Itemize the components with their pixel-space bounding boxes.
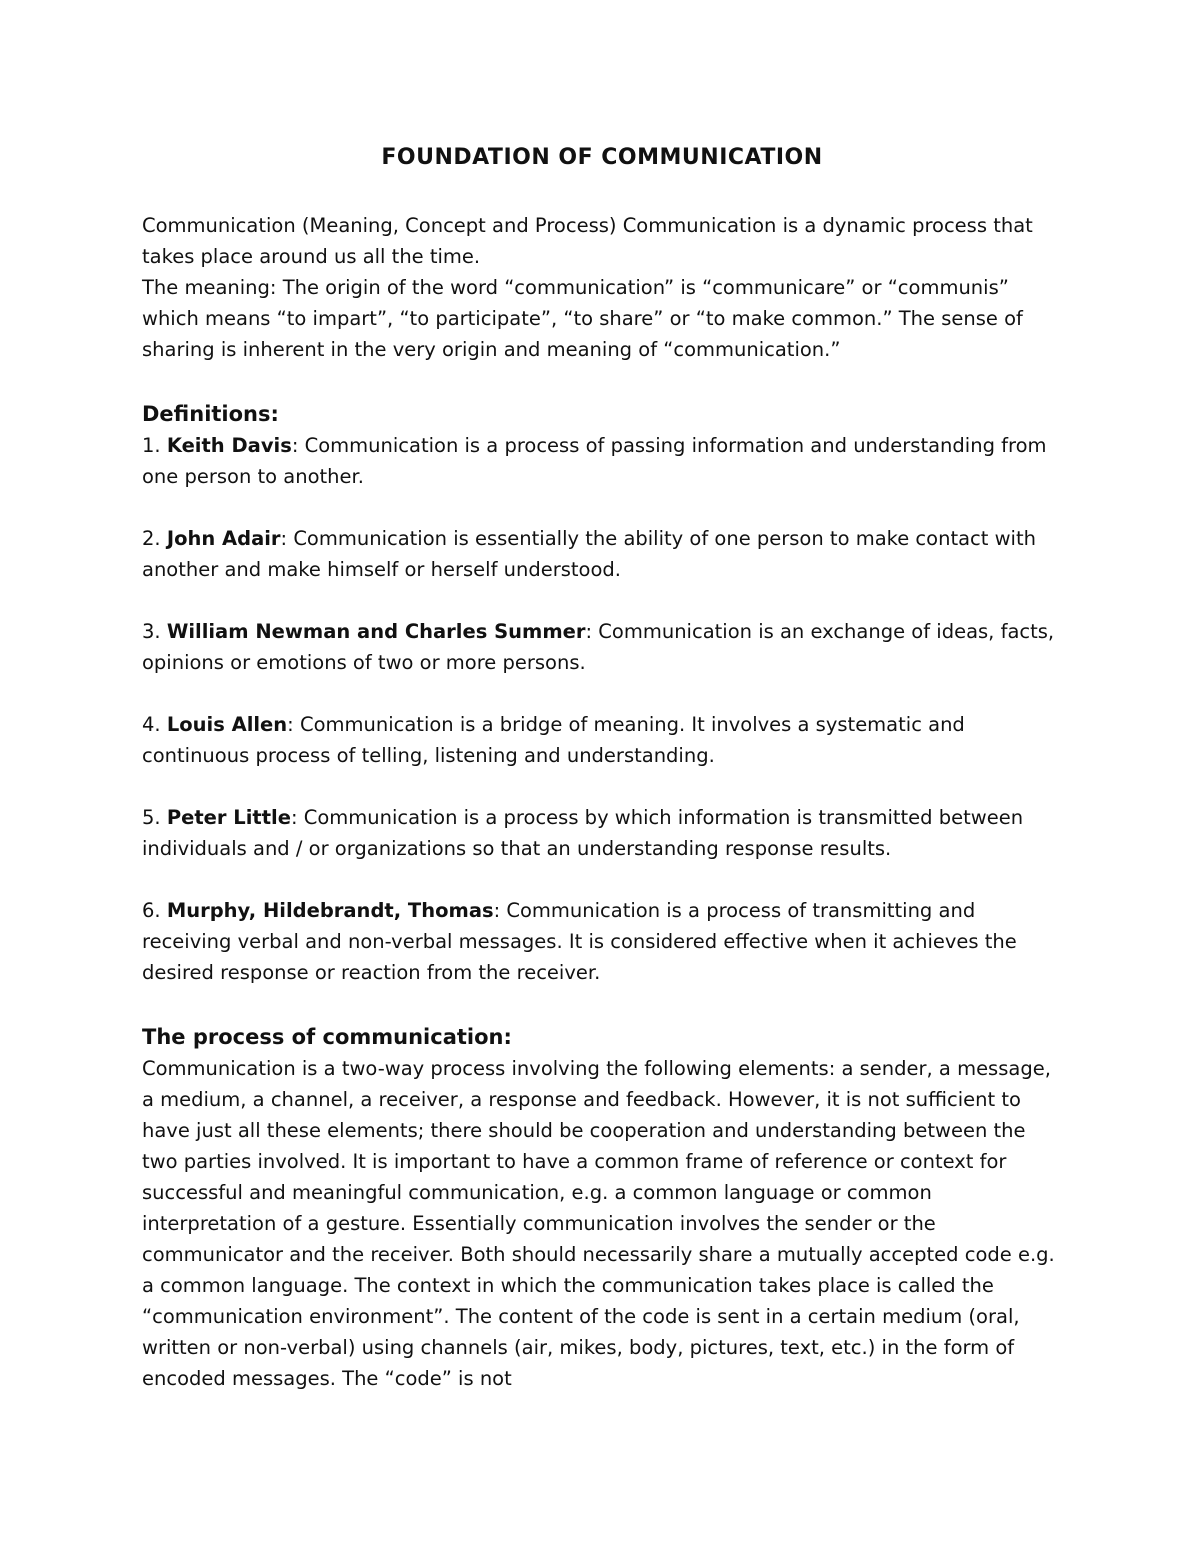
definition-author: Louis Allen [166,713,288,736]
definition-text: Communication is a process of passing information and understanding from one person to another. [142,434,1047,488]
document-page [142,142,1062,1394]
definition-separator: : [287,713,300,736]
definition-text: Communication is a process of transmitting and receiving verbal and non-verbal messages. It is considered effective when it achieves the desired response or reaction from the receiver. [142,899,1017,984]
definition-separator: : [585,620,599,643]
definition-author: John Adair [166,527,281,550]
definition-number: 3. [142,620,167,643]
definition-text: Communication is a bridge of meaning. It involves a systematic and continuous process of telling, listening and understanding. [142,713,965,767]
definition-separator: : [280,527,294,550]
intro-paragraph: Communication (Meaning, Concept and Process) Communication is a dynamic process that takes place around us all the time. [142,214,1033,268]
meaning-paragraph: The meaning: The origin of the word “communication” is “communicare” or “communis” which means “to impart”, “to participate”, “to share” or “to make common.” The sense of sharing is inherent in the very origin and meaning of “communication.” [142,276,1023,361]
definition-separator: : [290,806,304,829]
definition-author: Murphy, Hildebrandt, Thomas [166,899,494,922]
definition-item [142,802,1062,864]
definition-separator: : [493,899,507,922]
definition-text: Communication is essentially the ability of one person to make contact with another and make himself or herself understood. [142,527,1036,581]
definition-item [142,709,1062,771]
definition-author: Keith Davis [166,434,292,457]
definition-item [142,895,1062,988]
definition-author: William Newman and Charles Summer [166,620,586,643]
process-paragraph: Communication is a two-way process involving the following elements: a sender, a message, a medium, a channel, a receiver, a response and feedback. However, it is not sufficient to have just all these elements; there should be cooperation and understanding between the two parties involved. It is important to have a common frame of reference or context for successful and meaningful communication, e.g. a common language or common interpretation of a gesture. Essentially communication involves the sender or the communicator and the receiver. Both should necessarily share a mutually accepted code e.g. a common language. The context in which the communication takes place is called the “communication environment”. The content of the code is sent in a certain medium (oral, written or non-verbal) using channels (air, mikes, body, pictures, text, etc.) in the form of encoded messages. The “code” is not [142,1057,1055,1390]
definition-number: 1. [142,434,167,457]
definition-text: Communication is a process by which information is transmitted between individuals and / or organizations so that an understanding response results. [142,806,1024,860]
document-title: FOUNDATION OF COMMUNICATION [381,145,823,170]
definition-separator: : [291,434,305,457]
definition-text: Communication is an exchange of ideas, facts, opinions or emotions of two or more persons. [142,620,1055,674]
definition-number: 5. [142,806,167,829]
process-heading: The process of communication: [142,1025,512,1049]
definition-number: 6. [142,899,167,922]
definition-item [142,430,1062,492]
definition-number: 4. [142,713,167,736]
definitions-heading: Definitions: [142,402,279,426]
definition-author: Peter Little [166,806,291,829]
definition-item [142,616,1062,678]
definition-number: 2. [142,527,167,550]
definition-item [142,523,1062,585]
